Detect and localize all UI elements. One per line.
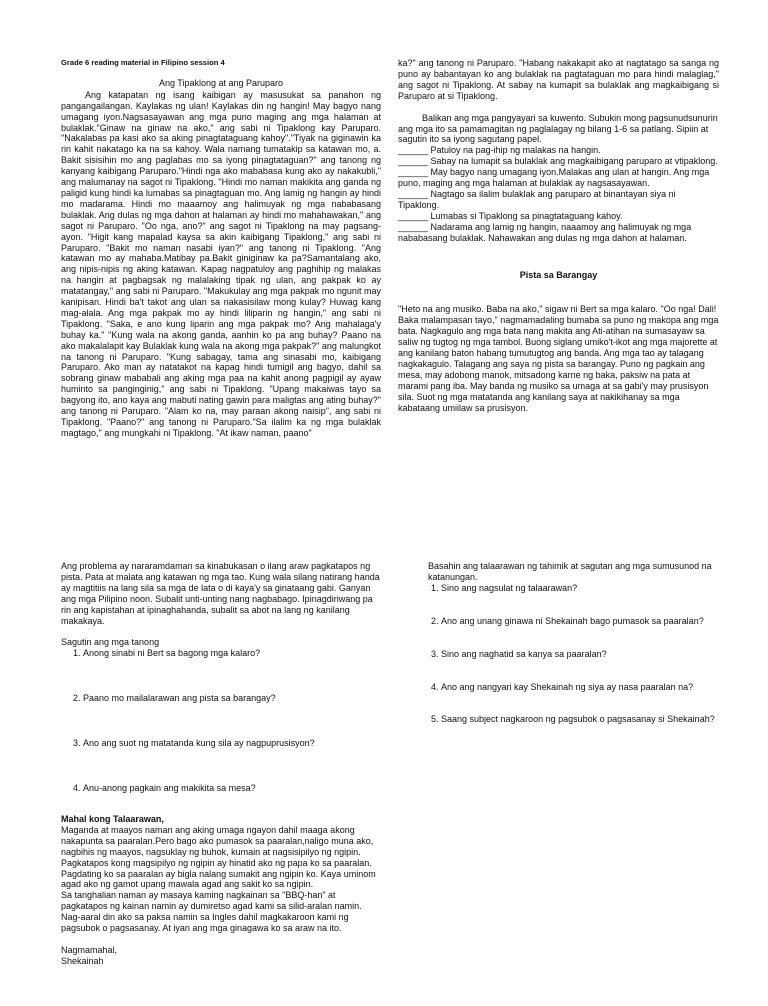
list-item: 4. Anu-anong pagkain ang makikita sa mesa? — [83, 783, 381, 794]
diary-greeting: Mahal kong Talaarawan, — [61, 813, 164, 824]
diary-signature: Shekainah — [61, 955, 104, 966]
page-top-left — [61, 58, 381, 439]
story-title-tipaklong: Ang Tipaklong at ang Paruparo — [158, 77, 284, 88]
list-item: 2. Ano ang unang ginawa ni Shekainah bago pumasok sa paaralan? — [441, 616, 719, 627]
exercise-questions-instruction: Sagutin ang mga tanong — [61, 637, 160, 648]
list-item: 4. Ano ang nangyari kay Shekainah ng siya ay nasa paaralan na? — [441, 682, 719, 693]
list-item: 2. Paano mo mailalarawan ang pista sa barangay? — [83, 693, 381, 704]
exercise-sequence-list — [398, 145, 719, 243]
story-body-pista: "Heto na ang musiko. Baba na ako," sigaw ni Bert sa mga kalaro. "Oo nga! Dali! Baka malampasan tayo," nagmamadaling bumaba sa puno ng makopa ang mga bata. Nagkagulo ang mga bata nang makita ang Ati-atihan na sumasayaw sa saliw ng tugtog ng mga tambol. Buong siglang umiko't-ikot ang mga majorette at ang kanilang baton habang tumutugtog ang banda. Ang mga tao ay talagang nagkakagulo. Talagang ang saya ng pista sa barangay. Puno ng pagkain ang mesa, may adobong manok, mitsadong karne ng baka, paksiw na pata at marami pang iba. May banda ng musiko sa umaga at sa gabi'y may prusisyon sila. Suot ng mga matatanda ang kanilang saya at nakikihanay sa mga kabataang umiilaw sa prusisyon. — [398, 304, 719, 413]
document-heading: Grade 6 reading material in Filipino session 4 — [61, 58, 225, 67]
list-item: ______ May bagyo nang umagang iyon.Malakas ang ulan at hangin. Ang mga puno, maging ang mga halaman at bulaklak ay nagsasayawan. — [398, 167, 710, 189]
story-body-tipaklong: Ang katapatan ng isang kaibigan ay masusukat sa panahon ng pangangailangan. Kaylakas ng ulan! Kaylakas din ng hangin! May bagyo nang umagang iyon.Nagsasayawan ang mga puno maging ang mga halaman at bulaklak."Ginaw na ginaw na ako," ang sabi ni Tipaklong kay Paruparo. "Nakalabas pa kasi ako sa aking pinagtataguang kahoy"."Tiyak na giginawin ka rin kahit nakatago ka na sa kahoy. Wala namang tumatakip sa katawan mo, a. Bakit sisisihin mo ang paglabas mo sa iyong pinagtataguan?" ang tanong ng kanyang kaibigang Paruparo."Hindi nga ako mababasa kung ako ay nakakubli," ang malumanay na sagot ni Tipaklong. "Hindi mo naman makikita ang ganda ng paligid kung hindi ka lumabas sa pinagtaguan mo. Ang lamig ng hangin ay hindi mo madarama. Hindi mo maaamoy ang halimuyak ng mga nababasang bulaklak. Ang dulas ng mga dahon at halaman ay hindi mo mahahawakan," ang sagot ni Paruparo. "Oo nga, ano?" ang sagot ni Tipaklong na may pagsang-ayon. "Higit kang mapalad kaysa sa akin kaibigang Tipaklong," ang sabi ni Paruparo. "Bakit mo naman nasabi iyan?" ang tanong ni Tipaklong. "Ang katawan mo ay mahaba.Matibay pa.Bakit giniginaw ka pa?Samantalang ako, ang nipis-nipis ng aking katawan. Kapag nagpatuloy ang paghihip ng malakas na hangin at pagbagsak ng malalaking tipak ng ulan, ang pakpak ko ay matatangay," ang sabi ni Paruparo. "Makukulay ang mga pakpak mo ngunit may kanipisan. Hindi ba't takot ang ulan sa nakasisilaw mong kulay? Huwag kang mag-alala. Ang mga pakpak mo ay hindi liliparin ng hangin," ang sabi ni Tipaklong. "Saka, e ano kung liparin ang mga pakpak mo? Ang mahalaga'y buhay ka." "Kung wala na akong ganda, aanhin ko pa ang buhay? Paano na ako makalalapit kay Bulaklak kung wala na akong mga pakpak?" ang malungkot na tanong ni Paruparo. "Kung sabagay, tama ang sinasabi mo, kaibigang Paruparo. Ako man ay natatakot na kapag hindi tumigil ang bagyo, dahil sa sobrang ginaw mababali ang aking mga paa na kahit anong pagpigil ay ayaw huminto sa panginginig," ang sabi ni Tipaklong. "Upang makaiwas tayo sa bagyong ito, ano kaya ang mabuti nating gawin para maligtas ang ating buhay?" ang tanong ni Paruparo. "Alam ko na, may paraan akong naisip", ang sabi ni Tipaklong. "Paano?" ang tanong ni Paruparo."Sa ilalim ka ng mga bulaklak magtago," ang mungkahi ni Tipaklong. "At ikaw naman, paano" — [61, 89, 381, 438]
story-body-continuation: ka?" ang tanong ni Paruparo. "Habang nakakapit ako at nagtatago sa sanga ng puno ay babantayan ko ang bulaklak na pagtataguan mo para hindi malaglag," ang sagot ni Tipaklong. At sabay na kumapit sa bulaklak ang magkaibigang si Paruparo at si Tipaklong. — [398, 58, 719, 101]
list-item: ______ Lumabas si Tipaklong sa pinagtataguang kahoy. — [398, 210, 623, 221]
diary-paragraph: Maganda at maayos naman ang aking umaga ngayon dahil maaga akong nakapunta sa paaralan.Pero bago ako pumasok sa paaralan,naligo muna ako, nagbihis ng maayos, nagsuklay ng buhok, kumain at nagsisipilyo ng ngipin. Pagkatapos kong magsipilyo ng ngipin ay hinatid ako ng papa ko sa paaralan. Pagdating ko sa paaralan ay bigla nalang sumakit ang ngipin ko. Kaya uminom agad ako ng gamot upang mawala agad ang sakit ko sa ngipin. — [61, 824, 376, 890]
list-item: 5. Saang subject nagkaroon ng pagsubok o pagsasanay si Shekainah? — [441, 714, 719, 725]
list-item: ______ Sabay na lumapit sa bulaklak ang magkaibigang paruparo at vtipaklong. — [398, 156, 718, 167]
list-item: ______ Patuloy na pag-ihip ng malakas na hangin. — [398, 145, 601, 156]
story-body-pista-continued: Ang problema ay nararamdaman sa kinabukasan o ilang araw pagkatapos ng pista. Pata at malata ang katawan ng mga tao. Kung wala silang natirang handa ay magtitiis na lang sila sa mga de lata o di kaya'y sa ginataang gabi. Ganyan ang mga Pilipino noon. Subalit unti-unting nang nagbabago. Ipinagdiriwang pa rin ang kapistahan at ipinaghahanda, subalit sa abot na lang ng kanilang makakaya. — [61, 561, 380, 626]
page-bottom-left — [61, 561, 381, 967]
list-item: 1. Anong sinabi ni Bert sa bagong mga kalaro? — [83, 648, 381, 659]
exercise-diary-instruction: Basahin ang talaarawan ng tahimik at sagutan ang mga sumusunod na katanungan. — [428, 561, 712, 582]
exercise-questions-list — [61, 648, 381, 794]
diary-closing: Nagmamahal, — [61, 944, 118, 955]
list-item: ______ Nadarama ang lamig ng hangin, naaamoy ang halimuyak ng mga nababasang bulaklak. Nahawakan ang dulas ng mga dahon at halaman. — [398, 221, 692, 243]
diary-paragraph: Sa tanghalian naman ay masaya kaming nagkainan sa "BBQ-han" at pagkatapos ng kainan namin ay dumiretso agad kami sa silid-aralan namin. Nag-aaral din ako sa paksa namin sa Ingles dahil magkakaroon kami ng pagsubok o pagsasanay. At iyan ang mga ginagawa ko sa araw na ito. — [61, 890, 362, 934]
list-item: 3. Sino ang naghatid sa kanya sa paaralan? — [441, 649, 719, 660]
page-top-right — [398, 58, 719, 413]
page-bottom-right — [398, 561, 719, 747]
list-item: 1. Sino ang nagsulat ng talaarawan? — [441, 583, 719, 594]
story-title-pista: Pista sa Barangay — [519, 269, 598, 280]
exercise-sequence-instruction: Balikan ang mga pangyayari sa kuwento. Subukin mong pagsunudsunurin ang mga ito sa pamamagitan ng paglalagay ng bilang 1-6 sa patlang. Sipiin at sagutin ito sa iyong sagutang papel. — [398, 112, 718, 145]
list-item: 3. Ano ang suot ng matatanda kung sila ay nagpuprusisyon? — [83, 738, 381, 749]
exercise-diary-questions — [398, 583, 719, 726]
list-item: ______ Nagtago sa ilalim bulaklak ang paruparo at binantayan siya ni Tipaklong. — [398, 188, 676, 210]
